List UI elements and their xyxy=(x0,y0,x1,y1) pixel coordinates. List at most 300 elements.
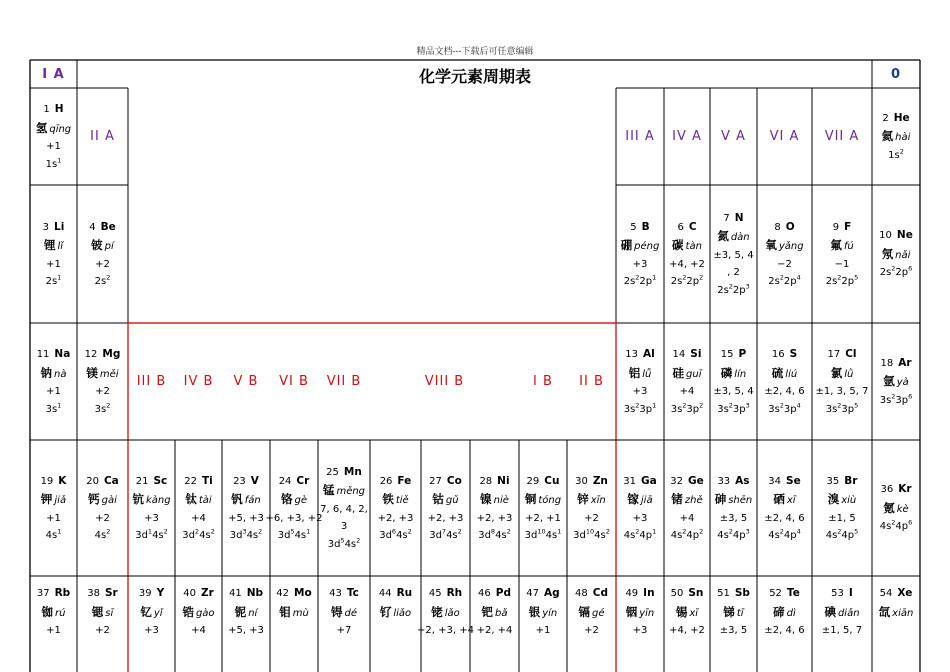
element-symbol: Na xyxy=(54,348,71,360)
orbital: 4s xyxy=(94,530,107,541)
element-number-symbol xyxy=(671,587,704,600)
element-name-row xyxy=(36,122,71,136)
orbital-count: 2 xyxy=(779,527,784,536)
orbital: 3s xyxy=(879,394,892,406)
element-valence: ±2, 4, 6 xyxy=(764,625,805,636)
orbital-count: 2 xyxy=(728,527,733,536)
element-pinyin: kè xyxy=(896,503,909,515)
element-number-symbol xyxy=(526,587,559,600)
orbital: 2s xyxy=(670,276,683,287)
element-chinese-name: 银 xyxy=(528,604,541,619)
element-chinese-name: 锝 xyxy=(331,604,343,619)
electron-config xyxy=(229,527,263,542)
element-pinyin: gǔ xyxy=(445,495,459,506)
atomic-number: 48 xyxy=(575,588,588,599)
element-valence: +2 xyxy=(584,512,599,524)
orbital-count: 2 xyxy=(891,518,896,527)
orbital: 3s xyxy=(717,403,729,415)
orbital: 3p xyxy=(783,403,797,415)
element-valence: +5, +3 xyxy=(228,512,264,524)
element-name-row xyxy=(883,502,908,516)
element-name-row xyxy=(132,493,170,507)
atomic-number: 8 xyxy=(774,221,781,233)
element-name-row xyxy=(382,493,408,507)
atomic-number: 51 xyxy=(717,588,730,599)
atomic-number: 42 xyxy=(276,588,290,599)
element-chinese-name: 锌 xyxy=(577,492,589,506)
element-pinyin: pí xyxy=(104,241,114,252)
element-name-row xyxy=(883,375,909,389)
atomic-number: 29 xyxy=(526,475,540,487)
group-label-16: VI A xyxy=(769,129,800,144)
element-chinese-name: 镍 xyxy=(480,492,492,506)
orbital-count: 2 xyxy=(779,401,784,410)
element-pinyin: yǎng xyxy=(778,241,804,252)
element-symbol: K xyxy=(58,474,67,487)
element-cell-in xyxy=(616,576,664,672)
orbital: 4s xyxy=(152,530,164,541)
atomic-number: 27 xyxy=(429,475,442,487)
element-number-symbol xyxy=(880,357,911,370)
orbital: 4s xyxy=(717,530,729,541)
element-valence: ±3, 5, 4 xyxy=(713,386,754,397)
element-chinese-name: 锶 xyxy=(91,604,104,619)
element-valence: +4 xyxy=(191,625,206,636)
orbital: 4s xyxy=(495,530,507,541)
element-pinyin: yǐ xyxy=(153,607,163,619)
element-cell-sn xyxy=(664,576,710,672)
orbital-count: 1 xyxy=(57,273,62,282)
element-chinese-name: 钼 xyxy=(279,604,291,619)
element-name-row xyxy=(773,493,795,507)
element-pinyin: gè xyxy=(294,495,307,506)
atomic-number: 14 xyxy=(672,349,686,360)
element-pinyin: tiě xyxy=(395,495,409,506)
orbital: 4s xyxy=(246,530,259,541)
atomic-number: 41 xyxy=(228,588,242,599)
element-pinyin: xīn xyxy=(590,495,606,506)
element-number-symbol xyxy=(478,587,511,600)
orbital-count: 2 xyxy=(891,392,896,401)
element-chinese-name: 锡 xyxy=(675,604,688,619)
element-chinese-name: 氖 xyxy=(881,246,894,261)
element-number-symbol xyxy=(85,348,121,361)
element-name-row xyxy=(279,606,309,620)
element-symbol: F xyxy=(844,220,852,233)
element-symbol: Cr xyxy=(296,474,310,487)
element-number-symbol xyxy=(229,587,263,600)
orbital-count: 7 xyxy=(441,527,447,536)
document-header: 精品文档---下载后可任意编辑 xyxy=(416,47,534,57)
element-number-symbol xyxy=(575,475,608,488)
element-symbol: Se xyxy=(786,474,801,487)
element-number-symbol xyxy=(677,221,696,234)
element-symbol: Zr xyxy=(200,587,214,599)
element-chinese-name: 钾 xyxy=(40,492,53,506)
element-symbol: Sb xyxy=(734,587,750,599)
orbital-count: 4 xyxy=(796,527,801,536)
element-cell-sb xyxy=(710,576,757,672)
element-name-row xyxy=(672,239,702,253)
atomic-number: 2 xyxy=(882,112,889,124)
element-cell-b xyxy=(616,185,664,323)
electron-config xyxy=(379,527,412,542)
orbital: 4s xyxy=(446,530,458,541)
element-chinese-name: 钌 xyxy=(379,604,392,619)
orbital: 4s xyxy=(594,530,606,541)
table-title: 化学元素周期表 xyxy=(418,67,531,86)
atomic-number: 37 xyxy=(36,588,50,599)
orbital-count: 2 xyxy=(356,536,361,545)
element-valence: +6, +3, +2 xyxy=(265,512,323,524)
element-name-row xyxy=(882,248,911,262)
element-name-row xyxy=(86,367,118,381)
element-number-symbol xyxy=(479,475,509,488)
orbital-count: 2 xyxy=(699,401,704,410)
orbital-count: 2 xyxy=(635,527,640,536)
element-name-row xyxy=(882,130,911,144)
element-cell-p xyxy=(710,323,757,440)
electron-config xyxy=(623,273,657,288)
orbital: 3s xyxy=(623,403,636,415)
element-number-symbol xyxy=(43,221,65,234)
group-label-18: 0 xyxy=(890,66,902,82)
element-valence: +3 xyxy=(632,512,648,524)
electron-config xyxy=(879,392,913,407)
element-chinese-name: 铜 xyxy=(524,492,537,506)
orbital-count: 6 xyxy=(908,264,913,273)
electron-config xyxy=(45,401,62,416)
element-cell-ca xyxy=(77,440,128,576)
element-symbol: Mg xyxy=(102,348,121,360)
orbital: 4s xyxy=(623,530,636,541)
element-number-symbol xyxy=(625,587,654,600)
element-pinyin: lǐ xyxy=(57,241,64,252)
atomic-number: 9 xyxy=(832,221,840,233)
element-pinyin: lǚ xyxy=(642,368,652,380)
electron-config xyxy=(478,527,511,542)
element-valence: ±3, 5, 4 xyxy=(713,249,754,261)
atomic-number: 38 xyxy=(87,588,100,599)
atomic-number: 11 xyxy=(36,349,50,360)
electron-config xyxy=(670,401,704,416)
element-pinyin: nǎi xyxy=(895,249,911,261)
element-symbol: O xyxy=(785,220,795,233)
element-chinese-name: 氢 xyxy=(35,120,48,135)
element-name-row xyxy=(44,239,63,253)
orbital-count: 6 xyxy=(908,518,913,527)
atomic-number: 47 xyxy=(526,588,540,599)
element-name-row xyxy=(824,606,859,620)
element-chinese-name: 碲 xyxy=(773,604,785,619)
orbital: 4s xyxy=(344,538,357,550)
orbital-count: 2 xyxy=(728,282,733,291)
electron-config xyxy=(623,527,657,542)
element-symbol: Ar xyxy=(898,356,912,369)
orbital-count: 2 xyxy=(258,527,263,536)
element-number-symbol xyxy=(41,475,67,488)
element-cell-ru xyxy=(370,576,421,672)
element-chinese-name: 锂 xyxy=(43,238,56,252)
element-number-symbol xyxy=(183,587,214,600)
element-chinese-name: 硫 xyxy=(771,365,784,380)
element-chinese-name: 氪 xyxy=(883,500,895,515)
element-chinese-name: 铍 xyxy=(91,238,103,252)
orbital: 3s xyxy=(825,403,838,415)
element-valence: +1 xyxy=(46,512,61,524)
orbital-count: 2 xyxy=(106,401,111,410)
orbital: 3p xyxy=(686,403,700,415)
element-symbol: Ga xyxy=(641,474,657,487)
element-valence: +2 xyxy=(584,625,599,636)
element-cell-zr xyxy=(175,576,222,672)
element-cell-nb xyxy=(222,576,270,672)
orbital-count: 2 xyxy=(682,401,687,410)
element-cell-ni xyxy=(470,440,519,576)
atomic-number: 13 xyxy=(625,349,638,360)
orbital-count: 2 xyxy=(682,527,687,536)
element-pinyin: jiǎ xyxy=(54,495,67,506)
orbital: 4s xyxy=(199,530,211,541)
element-pinyin: ní xyxy=(248,607,258,619)
element-cell-se xyxy=(757,440,812,576)
electron-config xyxy=(670,273,704,288)
element-chinese-name: 硅 xyxy=(672,365,685,380)
electron-config xyxy=(825,401,859,416)
element-chinese-name: 硼 xyxy=(620,238,633,252)
element-chinese-name: 镁 xyxy=(86,365,98,380)
element-chinese-name: 铑 xyxy=(431,604,443,619)
element-cell-f xyxy=(812,185,872,323)
element-symbol: He xyxy=(893,111,910,124)
orbital-count: 2 xyxy=(605,527,610,536)
orbital: 4p xyxy=(841,530,855,541)
atomic-number: 49 xyxy=(625,588,639,599)
element-number-symbol xyxy=(772,348,797,361)
element-cell-i xyxy=(812,576,872,672)
element-valence: ±1, 3, 5, 7 xyxy=(815,386,869,397)
element-name-row xyxy=(41,493,66,507)
element-chinese-name: 锑 xyxy=(723,604,735,619)
element-name-row xyxy=(525,493,561,507)
orbital-count: 8 xyxy=(490,527,496,536)
orbital: 2s xyxy=(45,276,58,287)
element-cell-c xyxy=(664,185,710,323)
atomic-number: 10 xyxy=(879,230,892,242)
orbital-count: 5 xyxy=(340,536,345,545)
element-name-row xyxy=(380,606,411,620)
orbital-count: 3 xyxy=(745,401,750,410)
element-symbol: Be xyxy=(100,220,116,233)
element-cell-mn xyxy=(318,440,370,576)
element-number-symbol xyxy=(43,103,63,116)
element-symbol: Cl xyxy=(845,348,857,360)
element-pinyin: tóng xyxy=(538,495,562,506)
atomic-number: 54 xyxy=(879,588,893,599)
element-pinyin: xī xyxy=(689,607,699,619)
element-pinyin: dé xyxy=(344,607,357,619)
element-name-row xyxy=(323,484,365,498)
orbital-count: 1 xyxy=(57,401,62,410)
atomic-number: 50 xyxy=(670,588,684,599)
element-chinese-name: 钴 xyxy=(432,492,444,506)
orbital-count: 1 xyxy=(306,527,311,536)
element-name-row xyxy=(41,367,67,381)
element-cell-fe xyxy=(370,440,421,576)
orbital: 2s xyxy=(623,276,636,287)
orbital-count: 1 xyxy=(557,527,562,536)
orbital-count: 2 xyxy=(837,273,842,282)
orbital: 4s xyxy=(545,530,558,541)
element-chinese-name: 氩 xyxy=(883,374,895,389)
element-number-symbol xyxy=(670,475,703,488)
element-symbol: Ni xyxy=(497,474,510,487)
group-label-8: VIII B xyxy=(424,374,465,389)
orbital: 4s xyxy=(879,521,892,533)
atomic-number: 23 xyxy=(233,475,246,487)
element-pinyin: shēn xyxy=(728,495,753,506)
element-cell-ar xyxy=(872,323,920,440)
electron-config xyxy=(94,401,111,416)
element-number-symbol xyxy=(833,221,852,234)
element-symbol: Ag xyxy=(544,587,560,599)
element-symbol: Si xyxy=(690,348,702,360)
element-valence: 7, 6, 4, 2, xyxy=(320,503,368,515)
electron-config xyxy=(524,527,562,542)
element-name-row xyxy=(431,606,460,620)
orbital: 4s xyxy=(396,530,408,541)
element-number-symbol xyxy=(880,483,911,496)
orbital: 2s xyxy=(717,284,729,296)
element-valence: +2 xyxy=(95,512,110,524)
element-pinyin: jiā xyxy=(640,495,653,506)
element-symbol: Mn xyxy=(343,465,362,478)
orbital: 4s xyxy=(670,530,683,541)
orbital-count: 1 xyxy=(652,273,657,282)
atomic-number: 17 xyxy=(827,349,841,360)
electron-config xyxy=(45,156,62,171)
element-cell-ti xyxy=(175,440,222,576)
element-cell-co xyxy=(421,440,470,576)
element-name-row xyxy=(629,367,652,381)
element-chinese-name: 磷 xyxy=(720,365,733,380)
element-pinyin: gé xyxy=(592,607,605,619)
element-symbol: N xyxy=(734,211,744,224)
element-number-symbol xyxy=(717,587,750,600)
element-chinese-name: 锆 xyxy=(182,604,194,619)
element-name-row xyxy=(879,606,914,620)
element-valence: +4 xyxy=(679,386,695,397)
element-valence: ±3, 5 xyxy=(719,625,748,636)
group-label-17: VII A xyxy=(824,129,860,144)
element-cell-o xyxy=(757,185,812,323)
element-chinese-name: 钠 xyxy=(40,365,53,380)
element-cell-cu xyxy=(519,440,567,576)
orbital: 4p xyxy=(732,530,746,541)
atomic-number: 1 xyxy=(43,104,50,115)
element-pinyin: xiù xyxy=(841,495,857,506)
element-chinese-name: 锰 xyxy=(322,483,335,498)
orbital: 3p xyxy=(895,394,909,406)
element-valence: +2, +3, +4 xyxy=(417,625,474,636)
element-name-row xyxy=(529,606,558,620)
orbital-count: 2 xyxy=(407,527,412,536)
element-cell-v xyxy=(222,440,270,576)
electron-config xyxy=(768,527,801,542)
electron-config xyxy=(879,518,913,533)
element-name-row xyxy=(621,239,660,253)
element-valence: +3 xyxy=(632,258,648,270)
element-cell-mo xyxy=(270,576,318,672)
atomic-number: 31 xyxy=(623,475,636,487)
element-number-symbol xyxy=(429,587,462,600)
element-chinese-name: 碳 xyxy=(672,238,684,252)
atomic-number: 19 xyxy=(40,475,54,487)
element-valence: +2, +3 xyxy=(476,512,513,524)
element-pinyin: kàng xyxy=(145,495,171,506)
orbital-count: 2 xyxy=(899,147,904,156)
orbital: 3d xyxy=(327,538,341,550)
element-cell-li xyxy=(30,185,77,323)
element-cell-cd xyxy=(567,576,616,672)
orbital-count: 3 xyxy=(745,527,750,536)
element-valence: +2 xyxy=(95,625,110,636)
orbital: 3p xyxy=(732,403,746,415)
element-name-row xyxy=(626,606,655,620)
element-name-row xyxy=(831,367,854,381)
atomic-number: 43 xyxy=(329,588,342,599)
element-number-symbol xyxy=(575,587,608,600)
element-valence: +2, +4 xyxy=(476,625,513,636)
element-number-symbol xyxy=(769,587,800,600)
orbital: 3d xyxy=(524,530,538,541)
element-pinyin: yà xyxy=(896,377,909,389)
electron-config xyxy=(45,527,62,542)
element-symbol: P xyxy=(738,348,747,360)
element-symbol: Cu xyxy=(544,474,560,487)
element-valence: +2, +1 xyxy=(525,512,561,524)
element-valence: +3 xyxy=(632,386,648,397)
element-valence: +2, +3 xyxy=(377,512,414,524)
element-name-row xyxy=(579,606,605,620)
element-number-symbol xyxy=(86,475,119,488)
electron-config xyxy=(717,527,750,542)
orbital: 2p xyxy=(732,284,746,296)
element-chinese-name: 氦 xyxy=(881,129,894,144)
electron-config xyxy=(573,527,610,542)
atomic-number: 6 xyxy=(677,221,684,233)
element-number-symbol xyxy=(279,475,310,488)
element-valence: +2 xyxy=(95,386,110,397)
element-name-row xyxy=(828,493,857,507)
element-cell-ne xyxy=(872,185,920,323)
element-pinyin: dàn xyxy=(730,232,750,244)
element-number-symbol xyxy=(89,221,116,234)
orbital-count: 5 xyxy=(854,401,859,410)
atomic-number: 46 xyxy=(478,588,491,599)
element-cell-y xyxy=(128,576,175,672)
group-label-3: III B xyxy=(136,374,167,389)
element-valence: ±2, 4, 6 xyxy=(764,512,805,524)
orbital: 3p xyxy=(639,403,653,415)
element-symbol: Ti xyxy=(201,474,213,487)
element-chinese-name: 碘 xyxy=(824,604,836,619)
atomic-number: 25 xyxy=(326,466,339,478)
orbital-count: 3 xyxy=(745,282,750,291)
element-name-row xyxy=(830,239,853,253)
orbital: 4p xyxy=(895,521,909,533)
element-chinese-name: 铝 xyxy=(628,365,641,380)
